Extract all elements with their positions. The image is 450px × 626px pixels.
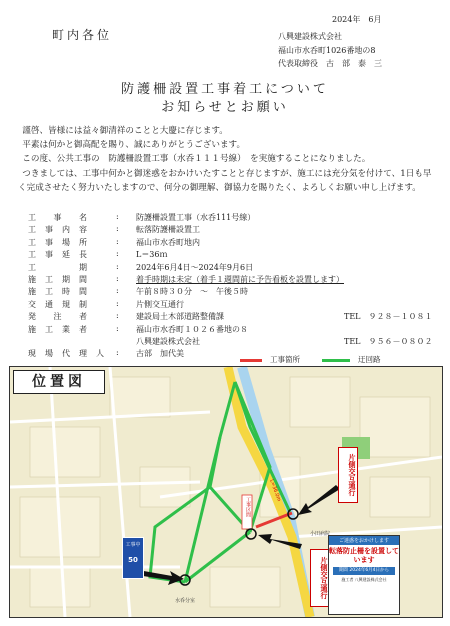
notice-contractor: 施工者 八興建設株式会社: [341, 577, 387, 582]
map-title: 位置図: [13, 370, 105, 394]
detail-extra: [344, 299, 433, 311]
request: つきましては、工事中何かと御迷惑をおかけいたすことと存じますが、施工には充分気を付けて、1日も早く完成させたく努力いたしますので、何分の御理解、御協力を賜りたく、よろしくお願い申し上げます。: [18, 168, 432, 193]
detail-row: [28, 286, 433, 298]
detail-row: [28, 324, 433, 336]
legend-detour-swatch: [322, 359, 350, 362]
detail-value: 転落防護柵設置工: [136, 225, 200, 235]
detail-extra: TEL ９５６－０８０２: [344, 336, 433, 346]
detail-colon: :: [116, 236, 119, 246]
detail-key: 工 事 名: [28, 213, 88, 222]
location-map: [9, 366, 443, 618]
detail-extra: [344, 249, 433, 261]
detail-key: 工 事 場 所: [28, 237, 88, 247]
detail-key: 施 工 時 間: [28, 287, 88, 297]
work-sign: [122, 537, 144, 579]
representative: 代表取締役 古 部 泰 三: [278, 59, 382, 68]
detail-key: 施 工 期 間: [28, 274, 88, 284]
greeting: 謹啓、皆様には益々御清祥のことと大慶に存じます。: [22, 126, 228, 136]
notice-period: 期間 2024年6月4日から: [333, 567, 395, 575]
detail-key: 現 場 代 理 人: [28, 349, 105, 359]
detail-colon: :: [116, 298, 119, 308]
detail-row: [28, 274, 433, 286]
detail-value: 防護柵設置工事（水呑111号線）: [136, 213, 256, 222]
detail-row: [28, 237, 433, 249]
company-name: 八興建設株式会社: [278, 32, 342, 41]
detail-extra: [344, 262, 433, 274]
detail-value: 福山市水呑町１０２６番地の８: [136, 324, 248, 334]
detail-row: [28, 299, 433, 311]
sign-alternating-south: 片側交互通行: [310, 549, 330, 607]
detail-key: 施 工 業 者: [28, 324, 88, 334]
detail-value: 片側交互通行: [136, 299, 184, 309]
detail-extra: [344, 224, 433, 236]
place-label: 小田病院: [310, 531, 331, 537]
detail-colon: :: [116, 323, 119, 333]
detail-extra: TEL ９２８－１０８１: [344, 312, 433, 322]
detail-colon: [116, 336, 136, 348]
detail-key: 交 通 規 制: [28, 299, 88, 309]
announcement: この度、公共工事の 防護柵設置工事（水呑１１１号線） を実施することになりました。: [22, 154, 371, 165]
detail-colon: :: [116, 311, 119, 321]
school-label: 水呑分室: [175, 598, 196, 604]
detail-row: [28, 212, 433, 224]
detail-colon: :: [116, 212, 119, 221]
detail-row: [28, 262, 433, 274]
speed-limit: 50: [128, 556, 138, 564]
detail-extra: [344, 212, 433, 224]
sign-alternating-north: 片側交互通行: [338, 447, 358, 503]
detail-colon: :: [116, 249, 119, 259]
work-details: [28, 212, 433, 361]
detail-colon: :: [116, 348, 119, 358]
title-line-1: 防護柵設置工事着工について: [121, 82, 329, 97]
detail-value: 八興建設株式会社: [136, 336, 200, 346]
detail-value: L＝36ｍ: [136, 250, 168, 260]
detail-value: 建設局土木部道路整備課: [136, 312, 224, 322]
detail-key: 工 事 延 長: [28, 250, 88, 260]
detail-extra: [344, 286, 433, 298]
legend-work-label: 工事箇所: [270, 355, 300, 364]
detail-colon: :: [116, 286, 119, 296]
detail-row: [28, 249, 433, 261]
title-line-2: お知らせとお願い: [161, 100, 289, 115]
detail-value: 着手時期は未定（着手１週間前に予告看板を設置します）: [136, 274, 344, 284]
work-length-label: L=36.0m: [268, 478, 282, 503]
detail-colon: :: [116, 273, 119, 283]
detail-colon: :: [116, 261, 119, 271]
legend-detour-label: 迂回路: [358, 355, 381, 364]
issue-date: 2024年 6月: [332, 15, 382, 24]
legend-work-swatch: [240, 359, 262, 362]
thanks: 平素は何かと御高配を賜り、誠にありがとうございます。: [22, 140, 246, 151]
work-sign-text: 工事中: [125, 542, 141, 548]
detail-key: [28, 336, 116, 348]
notice-board: [328, 535, 400, 615]
letter-body: [18, 124, 436, 195]
detail-key: 工 事 内 容: [28, 225, 88, 235]
detail-value: 福山市水呑町地内: [136, 237, 200, 247]
detail-row: [28, 336, 433, 348]
details-table: [28, 212, 433, 361]
notice-title: [0, 81, 450, 117]
detail-extra: [344, 237, 433, 249]
detail-key: 発 注 者: [28, 312, 88, 322]
detail-row: [28, 311, 433, 323]
sender-block: [278, 30, 382, 71]
detail-extra: [344, 274, 433, 286]
detail-value: 2024年6月4日～2024年9月6日: [136, 262, 254, 272]
notice-header: ご迷惑をおかけします: [329, 536, 399, 545]
addressee: 町内各位: [52, 28, 113, 42]
work-section-label: 工事区間: [245, 497, 251, 517]
detail-key: 工 期: [28, 262, 88, 272]
notice-main: 転落防止柵を設置しています: [329, 547, 399, 564]
detail-value: 古部 加代美: [136, 349, 184, 359]
legend-work: [240, 354, 300, 365]
company-address: 福山市水呑町1026番地の8: [278, 45, 376, 55]
detail-colon: :: [116, 224, 119, 234]
detail-extra: [344, 324, 433, 336]
detail-row: [28, 224, 433, 236]
legend-detour: [322, 354, 381, 365]
detail-value: 午前８時３０分 ～ 午後５時: [136, 287, 248, 297]
